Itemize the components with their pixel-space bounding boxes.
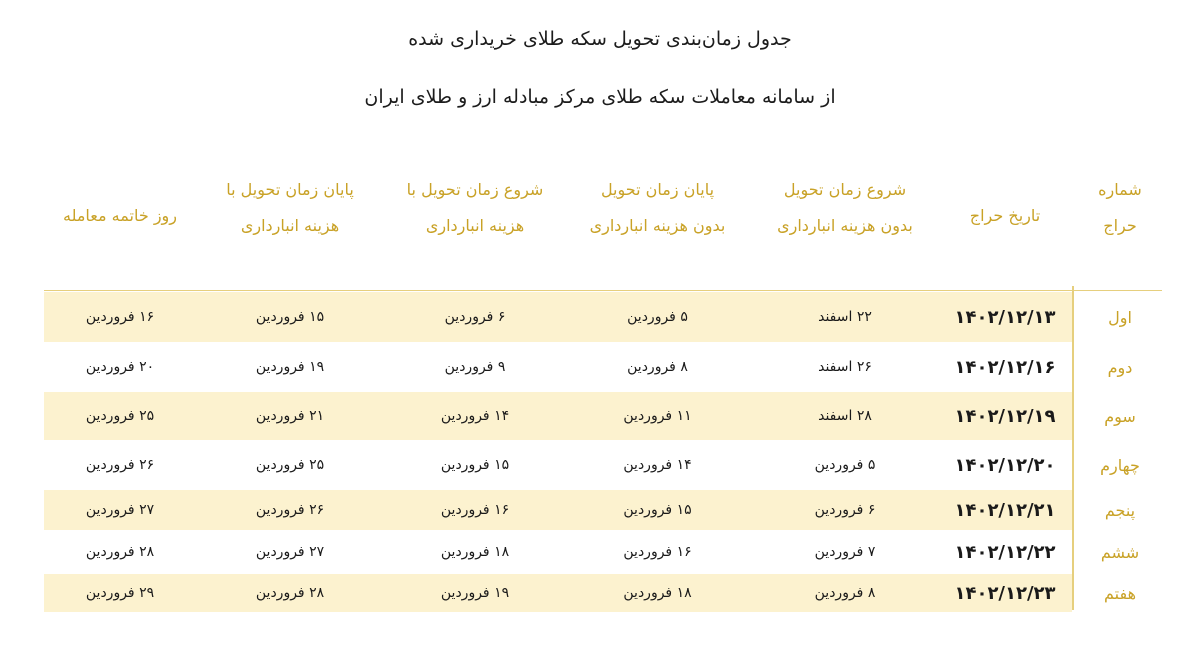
cell-start-paid: ۱۸ فروردین (440, 544, 510, 560)
cell-start-free: ۷ فروردین (814, 544, 876, 560)
cell-close-day: ۲۷ فروردین (85, 502, 155, 518)
table-header (0, 172, 1200, 262)
cell-auction-no: پنجم (1104, 500, 1136, 520)
cell-auction-no: اول (1108, 307, 1132, 327)
cell-auction-date: ۱۴۰۲/۱۲/۱۶ (954, 356, 1056, 378)
cell-close-day: ۲۵ فروردین (85, 408, 155, 424)
cell-close-day: ۲۸ فروردین (85, 544, 155, 560)
cell-start-free: ۲۸ اسفند (818, 408, 872, 424)
cell-end-paid: ۲۷ فروردین (255, 544, 325, 560)
cell-start-paid: ۱۴ فروردین (440, 408, 510, 424)
cell-start-free: ۶ فروردین (814, 502, 876, 518)
cell-end-free: ۵ فروردین (627, 309, 688, 325)
table-row (0, 574, 1200, 612)
cell-end-free: ۱۴ فروردین (623, 457, 692, 473)
table-row (0, 392, 1200, 440)
table-subtitle: از سامانه معاملات سکه طلای مرکز مبادله ارز و طلای ایران (364, 86, 836, 108)
table-row (0, 532, 1200, 572)
cell-end-paid: ۲۱ فروردین (255, 408, 325, 424)
header-auction-date: تاریخ حراج (969, 206, 1041, 225)
cell-auction-date: ۱۴۰۲/۱۲/۱۳ (954, 306, 1056, 328)
table-row (0, 442, 1200, 488)
cell-auction-no: دوم (1107, 357, 1133, 377)
cell-end-paid: ۲۸ فروردین (255, 585, 325, 601)
cell-start-paid: ۶ فروردین (444, 309, 506, 325)
cell-end-free: ۸ فروردین (627, 359, 688, 375)
cell-auction-no: سوم (1104, 406, 1136, 426)
cell-auction-date: ۱۴۰۲/۱۲/۱۹ (954, 405, 1056, 427)
cell-start-free: ۸ فروردین (814, 585, 876, 601)
cell-auction-no: چهارم (1100, 455, 1140, 475)
cell-start-paid: ۱۶ فروردین (440, 502, 510, 518)
header-close-day: روز خاتمه معامله (62, 206, 177, 225)
header-divider (44, 290, 1162, 291)
cell-end-free: ۱۵ فروردین (623, 502, 692, 518)
cell-end-paid: ۲۶ فروردین (255, 502, 325, 518)
cell-close-day: ۲۰ فروردین (85, 359, 155, 375)
cell-close-day: ۲۶ فروردین (85, 457, 155, 473)
header-start-paid: شروع زمان تحویل با هزینه انبارداری (406, 180, 544, 235)
cell-end-paid: ۱۵ فروردین (255, 309, 325, 325)
cell-end-paid: ۱۹ فروردین (255, 359, 325, 375)
cell-auction-date: ۱۴۰۲/۱۲/۲۲ (954, 541, 1056, 563)
cell-auction-date: ۱۴۰۲/۱۲/۲۱ (954, 499, 1056, 521)
cell-close-day: ۱۶ فروردین (85, 309, 155, 325)
header-end-free: پایان زمان تحویل بدون هزینه انبارداری (589, 180, 726, 235)
header-start-free: شروع زمان تحویل بدون هزینه انبارداری (777, 180, 913, 235)
cell-end-free: ۱۱ فروردین (623, 408, 692, 424)
cell-start-paid: ۱۵ فروردین (440, 457, 510, 473)
cell-end-free: ۱۸ فروردین (623, 585, 692, 601)
cell-start-paid: ۹ فروردین (444, 359, 506, 375)
cell-auction-date: ۱۴۰۲/۱۲/۲۳ (954, 582, 1056, 604)
table-title: جدول زمان‌بندی تحویل سکه طلای خریداری شده (408, 28, 792, 50)
cell-end-paid: ۲۵ فروردین (255, 457, 325, 473)
table-row (0, 344, 1200, 390)
cell-start-free: ۵ فروردین (814, 457, 876, 473)
header-auction-no: شماره حراج (1098, 180, 1142, 235)
cell-close-day: ۲۹ فروردین (85, 585, 155, 601)
table-row (0, 490, 1200, 530)
header-end-paid: پایان زمان تحویل با هزینه انبارداری (226, 180, 354, 235)
table-row (0, 292, 1200, 342)
cell-start-paid: ۱۹ فروردین (440, 585, 510, 601)
cell-auction-no: هفتم (1104, 583, 1137, 603)
cell-auction-no: ششم (1100, 542, 1140, 562)
cell-start-free: ۲۶ اسفند (818, 359, 872, 375)
cell-end-free: ۱۶ فروردین (623, 544, 692, 560)
cell-auction-date: ۱۴۰۲/۱۲/۲۰ (954, 454, 1056, 476)
cell-start-free: ۲۲ اسفند (818, 309, 872, 325)
